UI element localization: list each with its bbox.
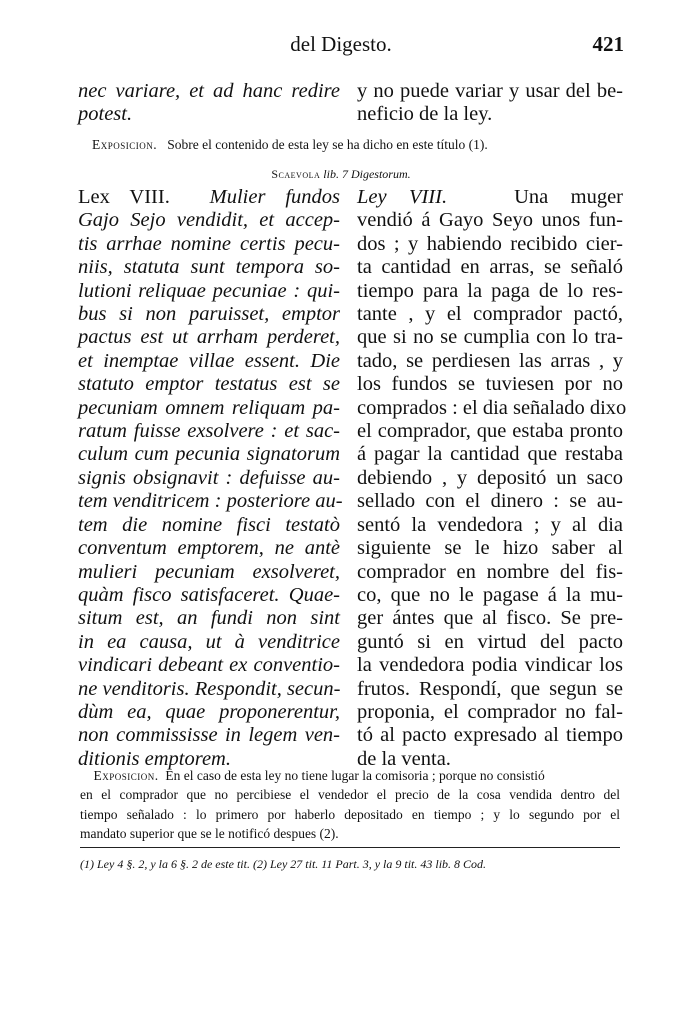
latin-law-line: ne venditoris. Respondit, secun-: [78, 677, 341, 700]
page-number: 421: [592, 32, 624, 56]
latin-law-line: quàm fisco satisfaceret. Quae-: [78, 583, 340, 606]
latin-law-line: statuto emptor testatus est se: [78, 373, 340, 396]
latin-law-text: [78, 186, 343, 771]
latin-law-line: signis obsignavit : defuisse au-: [78, 466, 340, 489]
spanish-continuation: [357, 80, 623, 127]
exposition-commentary-line: mandato superior que se le notificó despues (2).: [80, 826, 339, 842]
running-title: del Digesto.: [290, 32, 392, 56]
latin-law-first-line: [78, 186, 340, 209]
latin-law-line: tis arrhae nomine certis pecu-: [78, 232, 340, 255]
spanish-law-first-words: Una muger: [514, 186, 623, 208]
exposition-commentary: [80, 766, 620, 844]
spanish-law-line: proponia, el comprador no fal-: [357, 700, 623, 723]
latin-law-line: pecuniam omnem reliquam pa-: [78, 396, 340, 419]
spanish-law-line: sentó la vendedora ; y al dia: [357, 513, 623, 536]
latin-law-line: culum cum pecunia signatorum: [78, 443, 340, 466]
source-reference: lib. 7 Digestorum.: [323, 167, 411, 181]
latin-law-line: lutioni reliquae pecuniae : qui-: [78, 279, 340, 302]
spanish-law-line: ger ántes que al fisco. Se pre-: [357, 607, 623, 630]
spanish-law-line: el comprador, que estaba pronto: [357, 420, 623, 443]
exposition-commentary-line: tiempo señalado : lo primero por haberlo depositado en tiempo ; y lo segundo por el: [80, 806, 620, 822]
spanish-law-line: tado, se perdiesen las arras , y: [357, 349, 623, 372]
latin-law-line: non commississe in legem ven-: [78, 724, 340, 747]
latin-law-line: tem die nomine fisci testatò: [78, 513, 340, 536]
latin-continuation-line: nec variare, et ad hanc redire: [78, 80, 340, 102]
spanish-continuation-line: y no puede variar y usar del be-: [357, 80, 623, 102]
spanish-law-heading: Ley VIII.: [357, 186, 448, 208]
latin-law-line: situm est, an fundi non sint: [78, 607, 340, 630]
latin-law-line: in ea causa, ut à venditrice: [78, 630, 340, 653]
latin-law-line: bus si non paruisset, emptor: [78, 303, 340, 326]
exposition-note: [92, 137, 632, 153]
exposition-commentary-first-line: [80, 766, 620, 785]
spanish-law-line: de la venta.: [357, 747, 451, 770]
footnote: [80, 857, 620, 872]
source-attribution: [0, 167, 682, 182]
spanish-law-text: [357, 186, 627, 771]
spanish-law-line: debiendo , y depositó un saco: [357, 466, 623, 489]
footnote-text: (1) Ley 4 §. 2, y la 6 §. 2 de este tit. (2) Ley 27 tit. 11 Part. 3, y la 9 tit. 43 lib. 8 Cod.: [80, 857, 487, 871]
latin-law-line: conventum emptorem, ne antè: [78, 537, 340, 560]
spanish-law-line: tante , y el comprador pactó,: [357, 303, 623, 326]
spanish-law-first-line: [357, 186, 623, 209]
latin-law-line: vindicari debeant ex conventio-: [78, 654, 340, 677]
exposition-commentary-line: en el comprador que no percibiese el vendedor el precio de la cosa vendida dentro del: [80, 787, 620, 803]
latin-law-line: tem venditricem : posteriore au-: [78, 490, 343, 513]
running-head: [0, 32, 682, 62]
latin-law-line: Gajo Sejo vendidit, et accep-: [78, 209, 340, 232]
exposition-commentary-first-text: En el caso de esta ley no tiene lugar la comisoria ; porque no consistió: [165, 768, 545, 783]
exposition-label: Exposicion.: [92, 137, 158, 152]
source-author: Scaevola: [271, 167, 321, 181]
latin-law-line: pactus est ut arrham perderet,: [78, 326, 340, 349]
latin-law-heading: Lex VIII.: [78, 186, 170, 208]
spanish-law-line: tiempo para la paga de lo res-: [357, 279, 623, 302]
latin-law-line: ratum fuisse exsolvere : et sac-: [78, 420, 340, 443]
latin-law-line: niis, statuta sunt tempora so-: [78, 256, 340, 279]
spanish-law-line: comprador en nombre del fis-: [357, 560, 623, 583]
spanish-law-line: vendió á Gayo Seyo unos fun-: [357, 209, 623, 232]
latin-law-line: mulieri pecuniam exsolveret,: [78, 560, 340, 583]
spanish-law-line: que si no se cumplia con lo tra-: [357, 326, 623, 349]
exposition-text: Sobre el contenido de esta ley se ha dicho en este título (1).: [167, 137, 488, 152]
spanish-law-line: la vendedora podia vindicar los: [357, 654, 623, 677]
spanish-law-line: los fundos se tuviesen por no: [357, 373, 623, 396]
latin-law-line: ditionis emptorem.: [78, 747, 231, 770]
spanish-law-line: co, que no le pagase á la mu-: [357, 583, 623, 606]
latin-continuation: [78, 80, 340, 127]
spanish-law-line: á pagar la cantidad que restaba: [357, 443, 623, 466]
latin-law-line: dùm ea, quae proponerentur,: [78, 700, 340, 723]
spanish-law-line: tó al pacto expresado al tiempo: [357, 724, 623, 747]
footnote-divider: [80, 847, 620, 848]
exposition-commentary-label: Exposicion.: [93, 768, 159, 783]
spanish-law-line: siguiente se le hizo saber al: [357, 537, 623, 560]
spanish-law-line: guntó si en virtud del pacto: [357, 630, 623, 653]
latin-law-line: et inemptae villae essent. Die: [78, 349, 340, 372]
latin-law-first-words: Mulier fundos: [209, 186, 340, 208]
spanish-law-line: frutos. Respondí, que segun se: [357, 677, 623, 700]
spanish-law-line: sellado con el dinero : se au-: [357, 490, 623, 513]
spanish-law-line: dos ; y habiendo recibido cier-: [357, 232, 623, 255]
latin-continuation-line: potest.: [78, 103, 133, 126]
spanish-law-line: comprados : el dia señalado dixo: [357, 396, 627, 419]
spanish-continuation-line: neficio de la ley.: [357, 103, 493, 126]
spanish-law-line: ta cantidad en arras, se señaló: [357, 256, 623, 279]
